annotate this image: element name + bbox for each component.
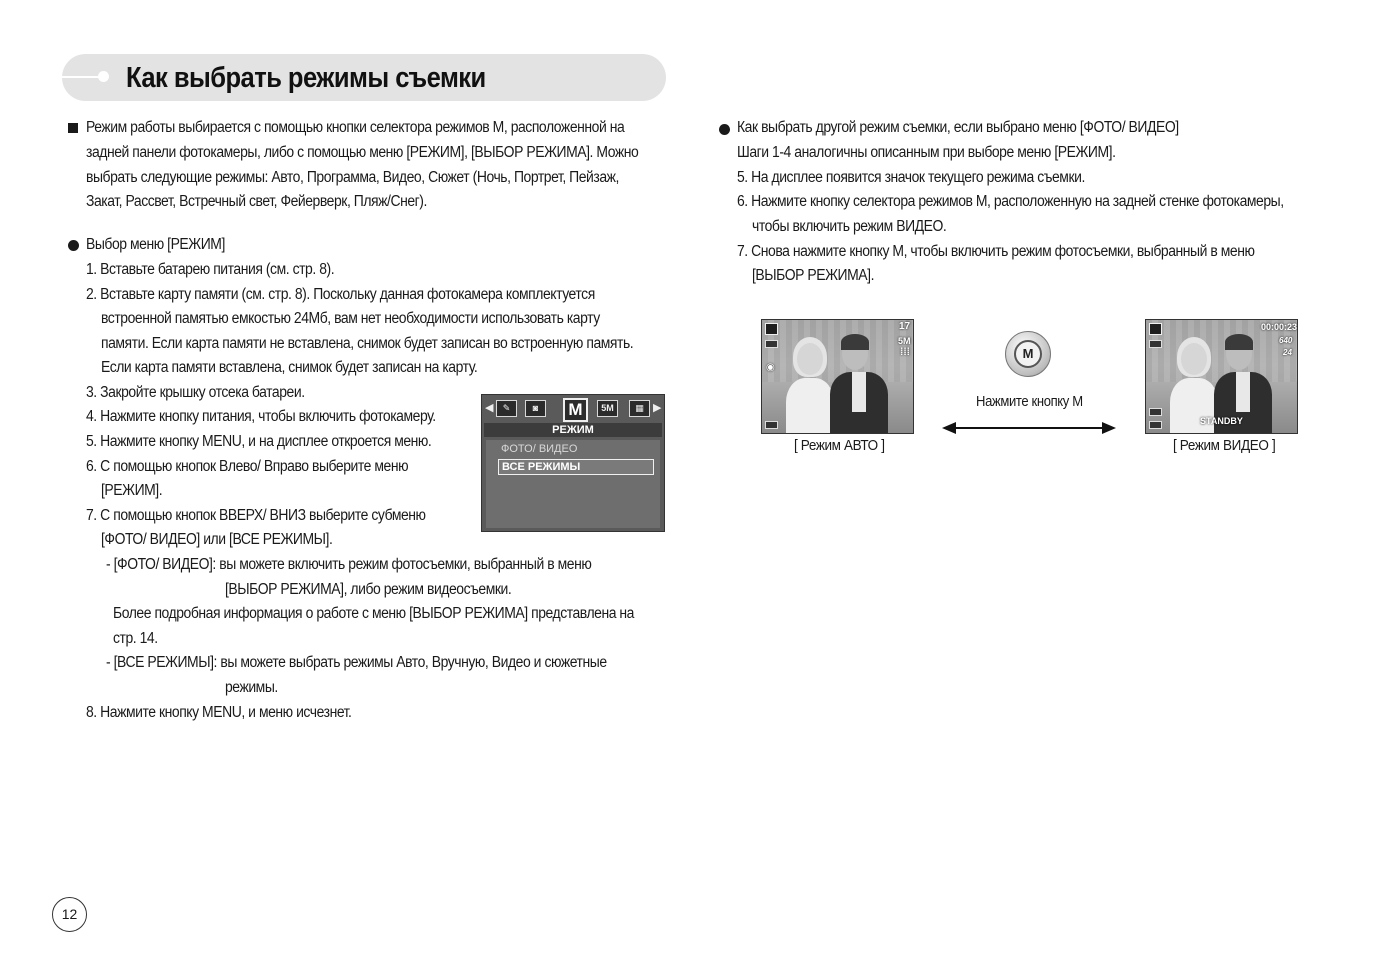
title-decoration-line [62,76,102,78]
right-line: чтобы включить режим ВИДЕО. [752,218,947,235]
video-mode-photo [1145,319,1298,434]
step-line: встроенной памятью емкостью 24Мб, вам нет необходимости использовать карту [101,310,600,327]
bride-face [1181,343,1207,375]
step-line: [ФОТО/ ВИДЕО] или [ВСЕ РЕЖИМЫ]. [101,531,333,548]
camera-icon: ◙ [525,400,546,417]
standby-status: STANDBY [1200,416,1243,426]
right-line: Как выбрать другой режим съемки, если выбрано меню [ФОТО/ ВИДЕО] [737,119,1179,136]
intro-line: выбрать следующие режимы: Авто, Программа, Видео, Сюжет (Ночь, Портрет, Пейзаж, [86,169,619,186]
battery-icon [765,340,778,348]
intro-line: задней панели фотокамеры, либо с помощью меню [РЕЖИМ], [ВЫБОР РЕЖИМА]. Можно [86,144,639,161]
left-arrow-icon: ◀ [485,402,494,414]
lcd-option-all-modes: ВСЕ РЕЖИМЫ [502,461,581,473]
step-line: Если карта памяти вставлена, снимок будет записан на карту. [101,359,478,376]
menu-heading: Выбор меню [РЕЖИМ] [86,236,225,253]
pencil-icon: ✎ [496,400,517,417]
display-icon [1149,408,1162,416]
right-line: 5. На дисплее появится значок текущего режима съемки. [737,169,1085,186]
sub-step-line: Более подробная информация о работе с меню [ВЫБОР РЕЖИМА] представлена на [113,605,635,622]
lcd-option-photo-video: ФОТО/ ВИДЕО [501,443,578,455]
mode-m-button-icon: M [1014,340,1042,368]
bride-dress [786,378,834,434]
right-arrow-icon: ▶ [653,402,662,414]
sub-step-line: - [ФОТО/ ВИДЕО]: вы можете включить режим фотосъемки, выбранный в меню [106,556,592,573]
step-line: 8. Нажмите кнопку MENU, и меню исчезнет. [86,704,352,721]
step-line: 4. Нажмите кнопку питания, чтобы включить фотокамеру. [86,408,436,425]
video-resolution: 640 [1279,336,1293,345]
battery-icon [1149,340,1162,348]
step-line: 1. Вставьте батарею питания (см. стр. 8). [86,261,335,278]
round-bullet-icon [719,124,730,135]
right-line: 7. Снова нажмите кнопку M, чтобы включить режим фотосъемки, выбранный в меню [737,243,1255,260]
double-arrow-icon [942,419,1116,437]
sub-step-line: режимы. [225,679,278,696]
step-line: 2. Вставьте карту памяти (см. стр. 8). Поскольку данная фотокамера комплектуется [86,286,595,303]
grid-icon: ▦ [629,400,650,417]
sub-step-line: - [ВСЕ РЕЖИМЫ]: вы можете выбрать режимы Авто, Вручную, Видео и сюжетные [106,654,607,671]
step-line: памяти. Если карта памяти не вставлена, снимок будет записан во встроенную память. [101,335,634,352]
quality-icon: ⁞⁞⁞ [900,347,910,358]
image-size-badge: 5M [898,336,911,346]
shots-remaining: 17 [899,321,911,332]
round-bullet-icon [68,240,79,251]
memory-icon [1149,421,1162,429]
groom-hair [841,334,869,350]
step-line: 7. С помощью кнопок ВВЕРХ/ ВНИЗ выберите субменю [86,507,426,524]
page-title: Как выбрать режимы съемки [126,62,486,94]
memory-icon [765,421,778,429]
bride-face [797,343,823,375]
groom-shirt [1236,372,1250,412]
groom-shirt [852,372,866,412]
background-building [762,320,913,382]
square-bullet-icon [68,123,78,133]
right-line: [ВЫБОР РЕЖИМА]. [752,267,875,284]
eye-icon: ◉ [766,362,775,373]
step-line: 6. С помощью кнопок Влево/ Вправо выберите меню [86,458,409,475]
step-line: 3. Закройте крышку отсека батареи. [86,384,305,401]
press-button-label: Нажмите кнопку M [976,394,1083,410]
groom-hair [1225,334,1253,350]
sub-step-line: стр. 14. [113,630,158,647]
lcd-menu-title: РЕЖИМ [552,424,594,436]
recording-time: 00:00:23 [1261,322,1298,332]
title-decoration-dot [98,71,109,82]
right-line: 6. Нажмите кнопку селектора режимов M, расположенную на задней стенке фотокамеры, [737,193,1284,210]
auto-mode-photo [761,319,914,434]
intro-line: Закат, Рассвет, Встречный свет, Фейерверк, Пляж/Снег). [86,193,427,210]
auto-mode-caption: [ Режим АВТО ] [794,437,885,454]
intro-line: Режим работы выбирается с помощью кнопки селектора режимов M, расположенной на [86,119,625,136]
mode-m-icon: M [563,398,588,422]
right-line: Шаги 1-4 аналогичны описанным при выборе меню [РЕЖИМ]. [737,144,1116,161]
step-line: [РЕЖИМ]. [101,482,163,499]
size-5m-icon: 5M [597,400,618,417]
step-line: 5. Нажмите кнопку MENU, и на дисплее откроется меню. [86,433,432,450]
video-mode-caption: [ Режим ВИДЕО ] [1173,437,1276,454]
page-number: 12 [61,906,78,922]
frame-rate: 24 [1283,348,1292,357]
camera-mode-icon [765,323,778,335]
sub-step-line: [ВЫБОР РЕЖИМА], либо режим видеосъемки. [225,581,512,598]
video-mode-icon [1149,323,1162,335]
